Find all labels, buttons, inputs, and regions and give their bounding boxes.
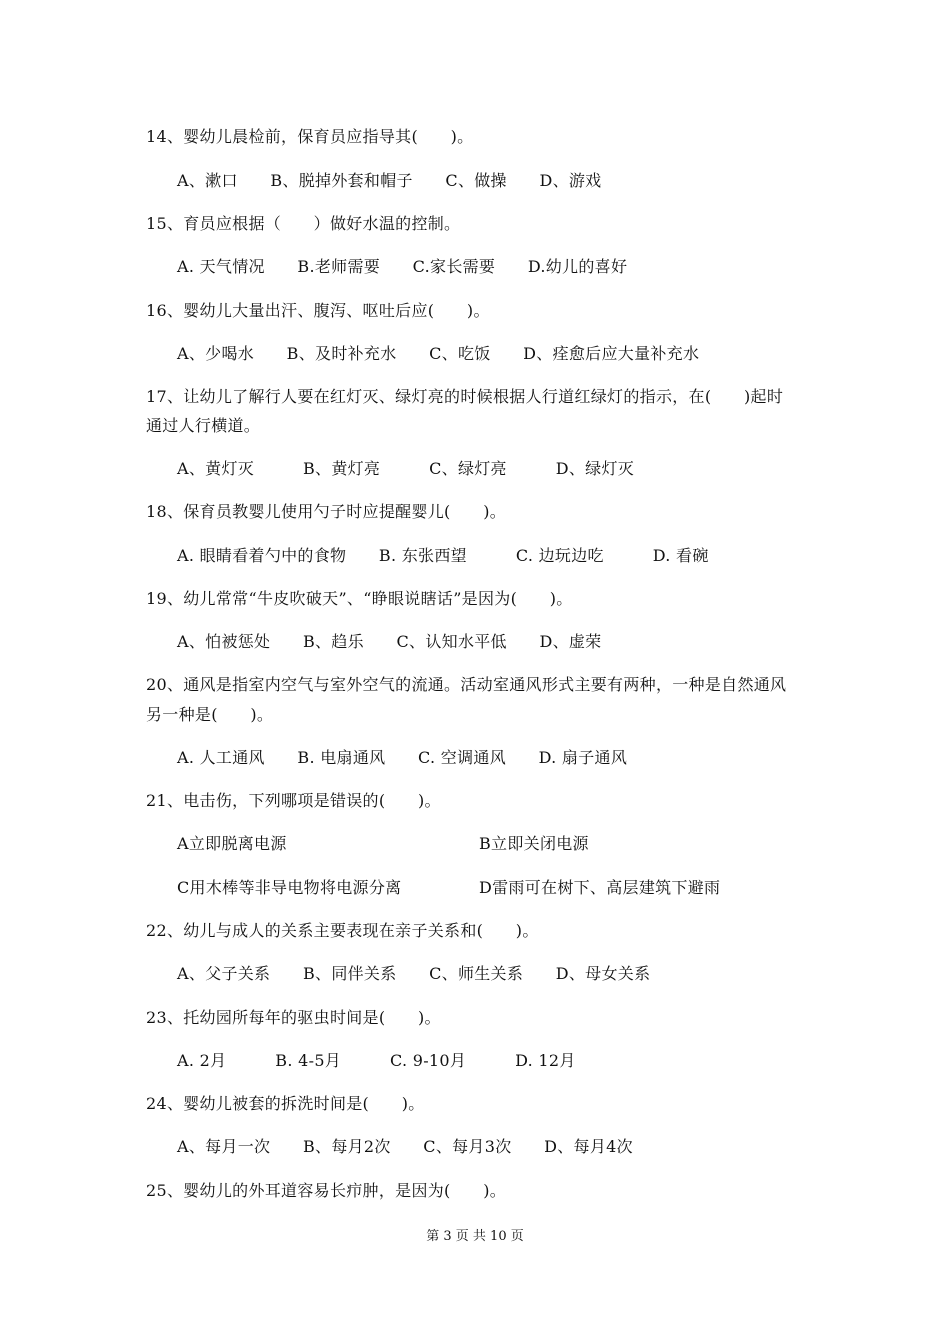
question-22-options: A、父子关系 B、同伴关系 C、师生关系 D、母女关系 <box>177 964 651 983</box>
question-22: 22、幼儿与成人的关系主要表现在亲子关系和( )。 <box>146 921 539 940</box>
question-20: 20、通风是指室内空气与室外空气的流通。活动室通风形式主要有两种，一种是自然通风 <box>146 675 787 694</box>
question-19-options: A、怕被惩处 B、趋乐 C、认知水平低 D、虚荣 <box>177 632 602 651</box>
question-16-options: A、少喝水 B、及时补充水 C、吃饭 D、痊愈后应大量补充水 <box>177 344 700 363</box>
question-20-continued: 另一种是( )。 <box>146 705 274 724</box>
question-14-options: A、漱口 B、脱掉外套和帽子 C、做操 D、游戏 <box>177 171 602 190</box>
question-21-option-d: D雷雨可在树下、高层建筑下避雨 <box>479 878 721 897</box>
question-21-option-c: C用木棒等非导电物将电源分离 <box>177 878 402 897</box>
question-19: 19、幼儿常常“牛皮吹破天”、“睁眼说瞎话”是因为( )。 <box>146 589 573 608</box>
question-16: 16、婴幼儿大量出汗、腹泻、呕吐后应( )。 <box>146 301 490 320</box>
question-15-options: A. 天气情况 B.老师需要 C.家长需要 D.幼儿的喜好 <box>177 257 628 276</box>
question-21-option-b: B立即关闭电源 <box>479 834 589 853</box>
question-17: 17、让幼儿了解行人要在红灯灭、绿灯亮的时候根据人行道红绿灯的指示，在( )起时 <box>146 387 784 406</box>
question-14: 14、婴幼儿晨检前，保育员应指导其( )。 <box>146 127 474 146</box>
question-21: 21、电击伤，下列哪项是错误的( )。 <box>146 791 441 810</box>
question-21-option-a: A立即脱离电源 <box>177 834 287 853</box>
page-footer: 第 3 页 共 10 页 <box>426 1229 524 1244</box>
question-23-options: A. 2月 B. 4-5月 C. 9-10月 D. 12月 <box>177 1051 576 1070</box>
question-15: 15、育员应根据（ ）做好水温的控制。 <box>146 214 461 233</box>
question-17-options: A、黄灯灭 B、黄灯亮 C、绿灯亮 D、绿灯灭 <box>177 459 635 478</box>
question-18: 18、保育员教婴儿使用勺子时应提醒婴儿( )。 <box>146 502 507 521</box>
question-23: 23、托幼园所每年的驱虫时间是( )。 <box>146 1008 441 1027</box>
question-24: 24、婴幼儿被套的拆洗时间是( )。 <box>146 1094 425 1113</box>
question-24-options: A、每月一次 B、每月2次 C、每月3次 D、每月4次 <box>177 1137 633 1156</box>
question-25: 25、婴幼儿的外耳道容易长疖肿，是因为( )。 <box>146 1181 507 1200</box>
question-18-options: A. 眼睛看着勺中的食物 B. 东张西望 C. 边玩边吃 D. 看碗 <box>177 546 709 565</box>
question-17-continued: 通过人行横道。 <box>146 416 261 435</box>
question-20-options: A. 人工通风 B. 电扇通风 C. 空调通风 D. 扇子通风 <box>177 748 628 767</box>
